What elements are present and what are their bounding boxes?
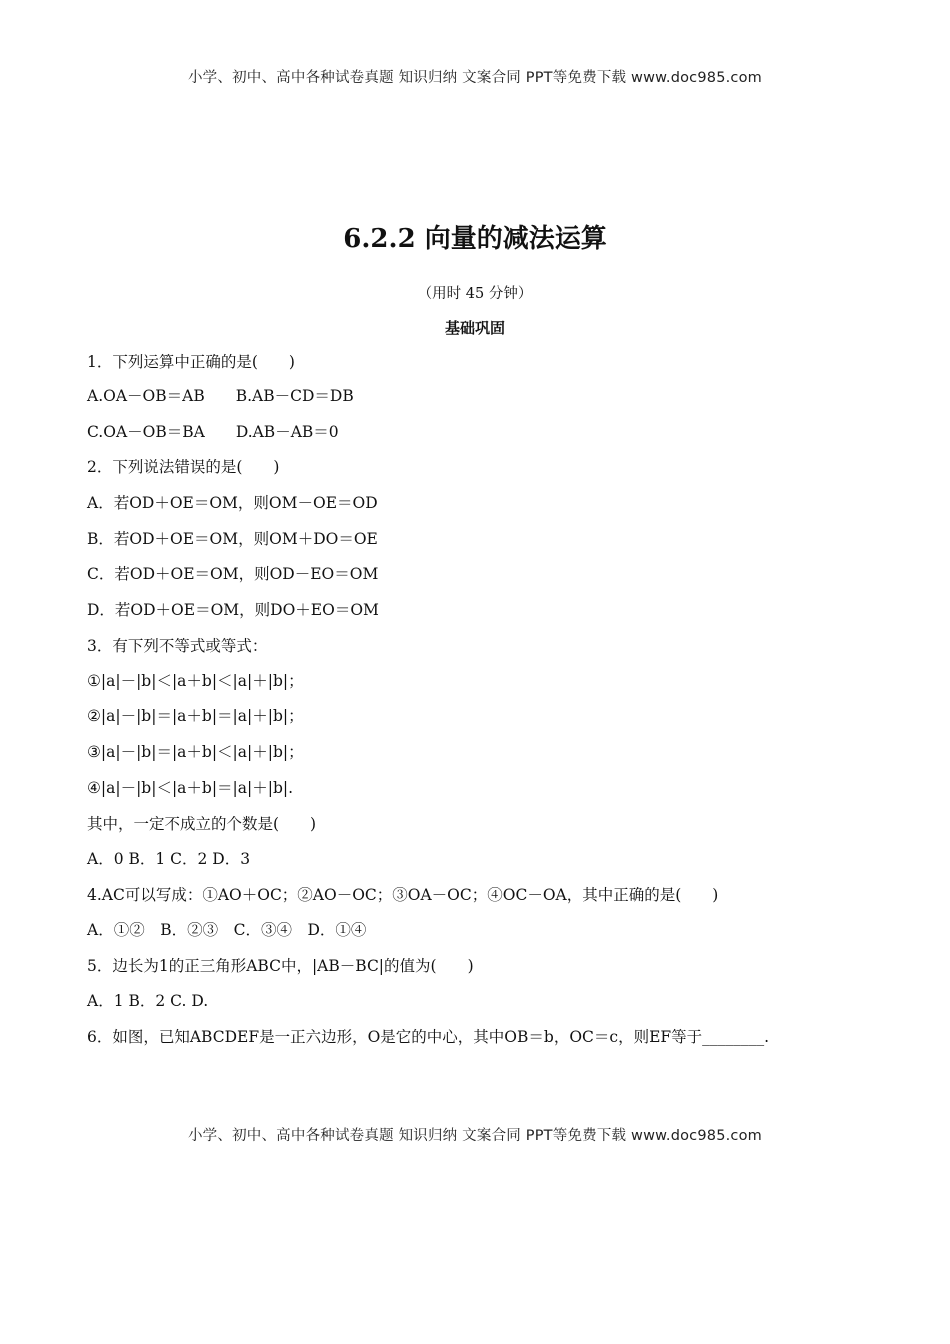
question-1-options-ab: A.OA－OB＝AB B.AB－CD＝DB [87,387,354,405]
question-4-options: A．①② B．②③ C．③④ D．①④ [87,921,367,939]
question-1-options-cd: C.OA－OB＝BA D.AB－AB＝0 [87,423,339,441]
question-1-stem: 1．下列运算中正确的是( ) [87,353,295,371]
question-3-prompt: 其中，一定不成立的个数是( ) [87,815,317,833]
question-2-option-a: A．若OD＋OE＝OM，则OM－OE＝OD [87,494,378,512]
question-2-option-c: C．若OD＋OE＝OM，则OD－EO＝OM [87,565,379,583]
footer-banner: 小学、初中、高中各种试卷真题 知识归纳 文案合同 PPT等免费下载 www.doc985.com [187,1128,763,1144]
question-5-stem: 5．边长为1的正三角形ABC中，|AB－BC|的值为( ) [87,957,474,975]
question-3-item-4: ④|a|－|b|＜|a＋b|＝|a|＋|b|. [87,779,294,797]
time-note: （用时 45 分钟） [417,286,533,302]
question-2-stem: 2．下列说法错误的是( ) [87,458,280,476]
question-2-option-b: B．若OD＋OE＝OM，则OM＋DO＝OE [87,530,378,548]
question-3-stem: 3．有下列不等式或等式： [87,637,268,655]
page-title: 6.2.2 向量的减法运算 [343,224,607,254]
question-3-item-2: ②|a|－|b|＝|a＋b|＝|a|＋|b|； [87,707,304,725]
question-3-item-1: ①|a|－|b|＜|a＋b|＜|a|＋|b|； [87,672,304,690]
question-4-stem: 4.AC可以写成：①AO＋OC；②AO－OC；③OA－OC；④OC－OA，其中正确的是( ) [87,886,719,904]
question-5-options: A．1 B．2 C. D. [87,992,209,1010]
question-2-option-d: D．若OD＋OE＝OM，则DO＋EO＝OM [87,601,379,619]
question-3-options: A．0 B．1 C．2 D．3 [87,850,251,868]
header-banner: 小学、初中、高中各种试卷真题 知识归纳 文案合同 PPT等免费下载 www.doc985.com [187,70,763,86]
question-6-stem: 6．如图，已知ABCDEF是一正六边形，O是它的中心，其中OB＝b，OC＝c，则EF等于________. [87,1028,770,1046]
question-3-item-3: ③|a|－|b|＝|a＋b|＜|a|＋|b|； [87,743,304,761]
section-heading: 基础巩固 [444,319,505,337]
